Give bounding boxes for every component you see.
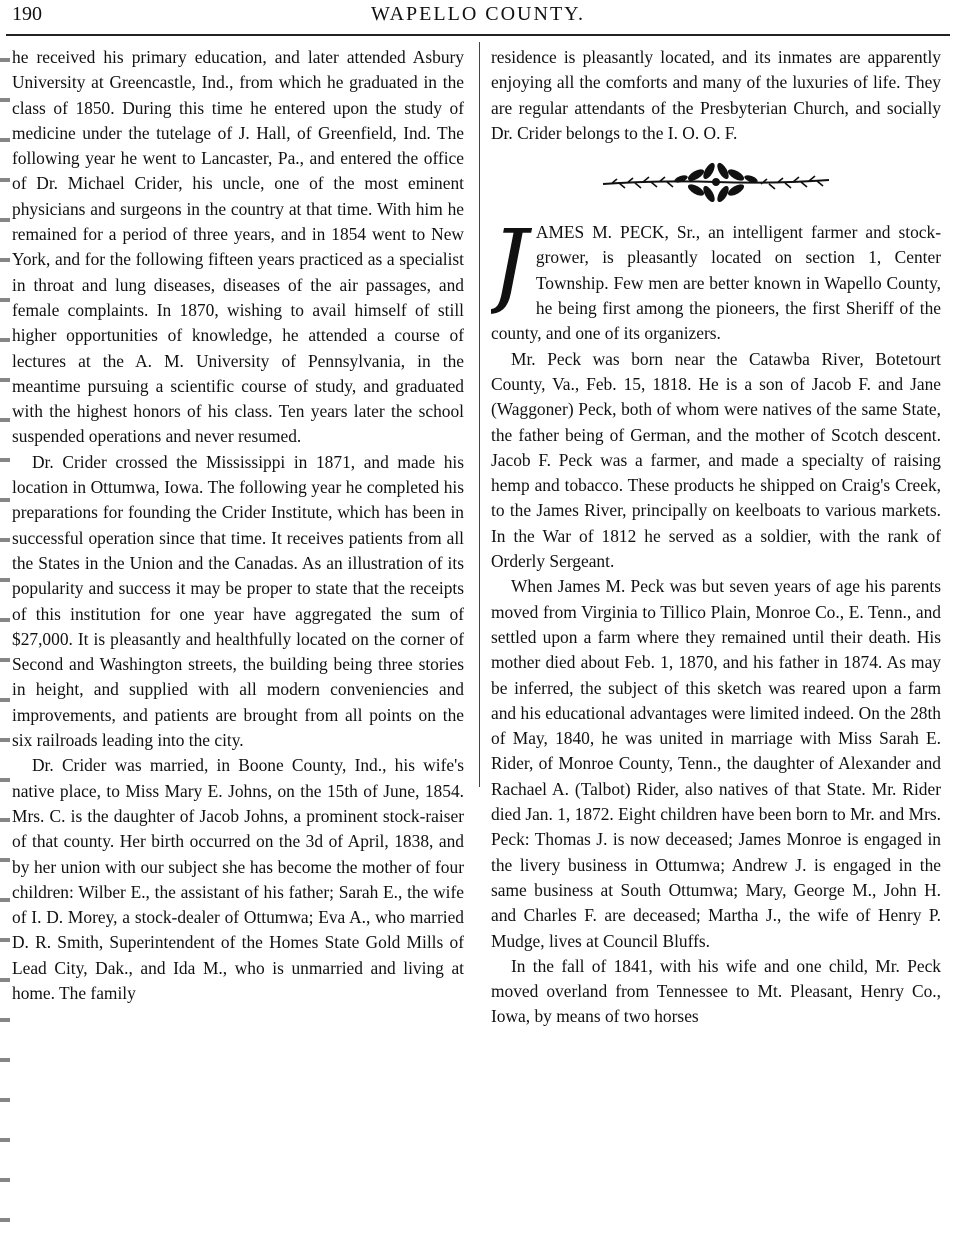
page-number: 190 (12, 3, 42, 25)
floral-ornament-divider (601, 162, 831, 202)
column-divider (479, 42, 480, 787)
paragraph: In the fall of 1841, with his wife and one child, Mr. Peck moved overland from Tennessee to Mt. Pleasant, Henry Co., Iowa, by means of two horses (491, 955, 941, 1027)
paragraph-continued: he received his primary education, and later attended Asbury University at Greencastle, Ind., from which he graduated in the class of 1850. During this time he entered upon the study of medicine under the tutelage of J. Hall, of Greenfield, Ind. The following year he went to Lancaster, Pa., and entered the office of Dr. Michael Crider, his uncle, one of the most eminent physicians and surgeons in the country at that time. With him he remained for a period of three years, and in 1854 went to New York, and for the following fifteen years practiced as a specialist in throat and lung diseases, diseases of the air passages, and female complaints. In 1870, wishing to avail himself of still higher opportunities of knowledge, he attended a course of lectures at the A. M. University of Pennsylvania, in the meantime pursuing a scientific course of study, and graduated with the highest honors of his class. Ten years later the school suspended operations and never resumed. (12, 47, 464, 447)
paragraph: Mr. Peck was born near the Catawba River, Botetourt County, Va., Feb. 15, 1818. He is a son of Jacob F. and Jane (Waggoner) Peck, both of whom were natives of the same State, the father being of German, and the mother of Scotch descent. Jacob F. Peck was a farmer, and made a specialty of raising hemp and tobacco. These products he shipped on Craig's Creek, to the James River, principally on keelboats to various markets. In the War of 1812 he served as a soldier, with the rank of Orderly Sergeant. (491, 348, 941, 572)
left-column (12, 45, 464, 1240)
biography-opening-text: an intelligent farmer and stock-grower, is pleasantly located on section 1, Center Township. Few men are better known in Wapello County, he being first among the pioneers, the first Sheriff of the county, and one of its organizers. (491, 222, 941, 344)
biography-opening-paragraph (491, 210, 941, 346)
right-column (491, 45, 941, 1240)
binding-edge-decoration (0, 40, 10, 1240)
page-header (0, 0, 956, 36)
paragraph: When James M. Peck was but seven years of age his parents moved from Virginia to Tillico Plain, Monroe Co., E. Tenn., and settled upon a farm where they remained until their death. His mother died about Feb. 1, 1870, and his father in 1874. As may be inferred, the subject of this sketch was reared upon a farm and his educational advantages were limited indeed. On the 28th of May, 1840, he was united in marriage with Miss Sarah E. Rider, of Monroe County, Tenn., the daughter of Alexander and Rachael A. (Talbot) Rider, also natives of that State. Mr. Rider died Jan. 1, 1872. Eight children have been born to Mr. and Mrs. Peck: Thomas J. is now deceased; James Monroe is engaged in the livery business in Ottumwa; Andrew J. is engaged in the same business at South Ottumwa; Mary, George M., John H. and Charles F. are deceased; Martha J., the wife of Henry P. Mudge, lives at Council Bluffs. (491, 576, 941, 951)
running-title: WAPELLO COUNTY. (370, 3, 586, 25)
paragraph-continued: residence is pleasantly located, and its inmates are apparently enjoying all the comforts and many of the luxuries of life. They are regular attendants of the Presbyterian Church, and socially Dr. Crider belongs to the I. O. O. F. (491, 47, 941, 143)
paragraph: Dr. Crider was married, in Boone County, Ind., his wife's native place, to Miss Mary E. Johns, on the 15th of June, 1854. Mrs. C. is the daughter of Jacob Johns, a prominent stock-raiser of that county. Her birth occurred on the 3d of April, 1838, and by her union with our subject she has become the mother of four children: Wilber E., the assistant of his father; Sarah E., the wife of I. D. Morey, a stock-dealer of Ottumwa; Eva A., who married D. R. Smith, Superintendent of the Homes State Gold Mills of Lead City, Dak., and Ida M., who is unmarried and living at home. The family (12, 755, 464, 1003)
floral-ornament-icon (601, 162, 831, 202)
biography-subject-name: AMES M. PECK, Sr., (535, 222, 701, 243)
drop-cap-letter: J (491, 210, 528, 318)
paragraph: Dr. Crider crossed the Mississippi in 1871, and made his location in Ottumwa, Iowa. The following year he completed his preparations for founding the Crider Institute, which has been in successful operation since that time. It receives patients from all the States in the Union and the Canadas. As an illustration of its popularity and success it may be proper to state that the receipts of this institution for one year have aggregated the sum of $27,000. It is pleasantly and healthfully located on the corner of Second and Washington streets, the building being three stories in height, and supplied with all modern conveniencies and improvements, and patients are brought from all points on the six railroads leading into the city. (12, 451, 464, 751)
header-rule (6, 34, 950, 36)
